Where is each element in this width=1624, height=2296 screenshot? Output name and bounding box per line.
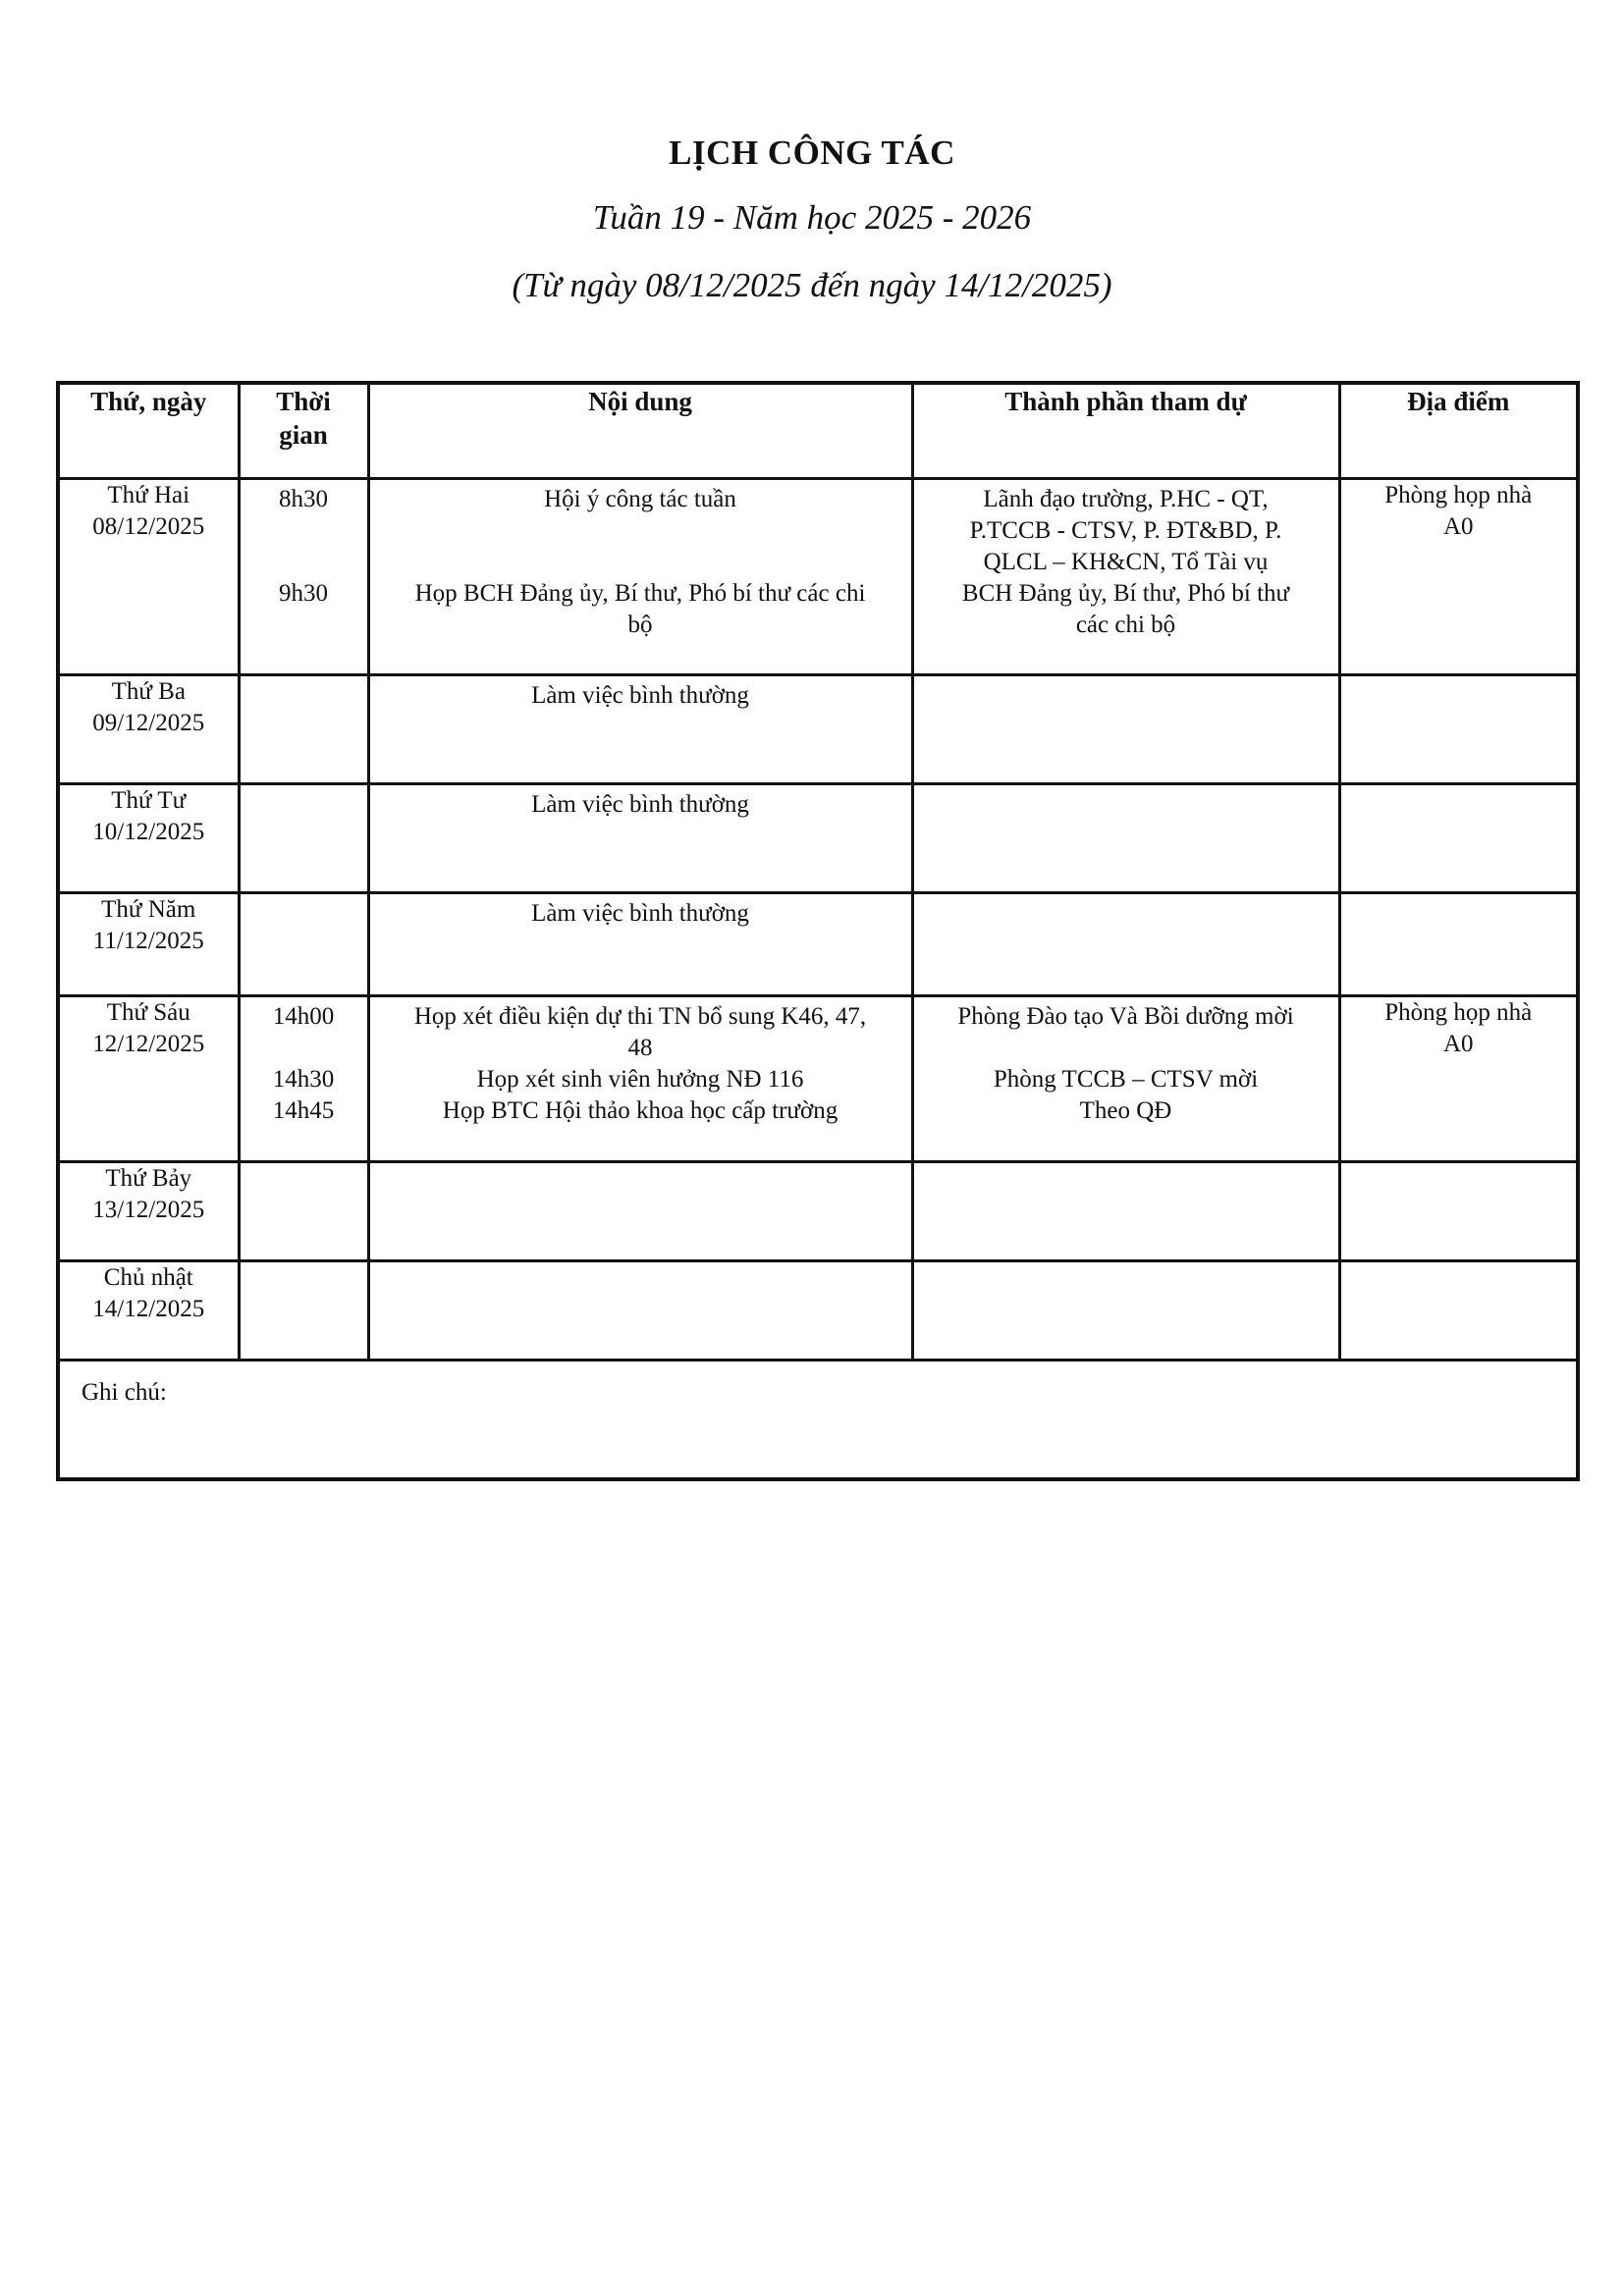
content-cell <box>368 1162 912 1261</box>
note-row <box>58 1361 1578 1480</box>
date-range: (Từ ngày 08/12/2025 đến ngày 14/12/2025) <box>512 266 1112 304</box>
content-line: Họp BCH Đảng ủy, Bí thư, Phó bí thư các chi <box>414 580 866 607</box>
table-row <box>58 893 1578 996</box>
column-header-time <box>239 383 368 479</box>
table-row <box>58 784 1578 893</box>
time-cell <box>239 1162 368 1261</box>
column-header-participants: Thành phần tham dự <box>912 383 1339 479</box>
content-line: Hội ý công tác tuần <box>544 486 736 512</box>
column-header-time-line-2: gian <box>279 420 328 450</box>
location-line: Phòng họp nhà <box>1384 999 1533 1026</box>
participants-cell <box>912 1261 1339 1361</box>
participants-line: Phòng TCCB – CTSV mời <box>993 1066 1259 1093</box>
location-cell <box>1339 479 1578 675</box>
column-header-time-line-1: Thời <box>276 387 331 416</box>
location-cell <box>1339 1162 1578 1261</box>
location-line: Phòng họp nhà <box>1384 482 1533 508</box>
location-line: A0 <box>1442 1031 1474 1057</box>
content-line: Làm việc bình thường <box>531 900 749 927</box>
participants-cell <box>912 893 1339 996</box>
time-cell <box>239 893 368 996</box>
content-cell <box>368 479 912 675</box>
day-date: 11/12/2025 <box>92 928 204 954</box>
table-row <box>58 479 1578 675</box>
time-cell <box>239 996 368 1162</box>
participants-cell <box>912 1162 1339 1261</box>
participants-cell <box>912 675 1339 784</box>
time-value: 8h30 <box>279 486 328 512</box>
time-cell <box>239 1261 368 1361</box>
time-cell <box>239 784 368 893</box>
column-header-location: Địa điểm <box>1339 383 1578 479</box>
time-value: 14h30 <box>272 1066 335 1093</box>
day-name: Thứ Năm <box>101 896 196 923</box>
day-cell <box>58 479 239 675</box>
column-header-content: Nội dung <box>368 383 912 479</box>
content-cell <box>368 1261 912 1361</box>
location-cell <box>1339 1261 1578 1361</box>
content-line: Họp BTC Hội thảo khoa học cấp trường <box>442 1097 839 1124</box>
column-header-day: Thứ, ngày <box>58 383 239 479</box>
participants-line: Lãnh đạo trường, P.HC - QT, <box>983 486 1269 512</box>
day-name: Thứ Bảy <box>105 1165 192 1192</box>
participants-line: Theo QĐ <box>1079 1097 1172 1124</box>
day-date: 12/12/2025 <box>92 1031 205 1057</box>
day-cell <box>58 893 239 996</box>
day-name: Thứ Sáu <box>106 999 190 1026</box>
day-name: Thứ Ba <box>111 678 186 705</box>
content-line: Làm việc bình thường <box>531 791 749 818</box>
location-cell <box>1339 893 1578 996</box>
time-cell <box>239 675 368 784</box>
table-row <box>58 996 1578 1162</box>
participants-line: BCH Đảng ủy, Bí thư, Phó bí thư <box>961 580 1290 607</box>
time-value: 14h00 <box>272 1003 335 1030</box>
content-cell <box>368 996 912 1162</box>
day-date: 10/12/2025 <box>92 819 205 845</box>
location-line: A0 <box>1442 513 1474 540</box>
day-date: 14/12/2025 <box>92 1296 205 1322</box>
schedule-table <box>56 381 1580 1481</box>
participants-line: P.TCCB - CTSV, P. ĐT&BD, P. <box>969 517 1282 544</box>
table-row <box>58 1162 1578 1261</box>
day-name: Thứ Tư <box>111 787 187 814</box>
content-line: bộ <box>627 612 653 638</box>
location-cell <box>1339 784 1578 893</box>
day-cell <box>58 996 239 1162</box>
content-cell <box>368 675 912 784</box>
day-cell <box>58 1261 239 1361</box>
time-value: 9h30 <box>279 580 328 607</box>
content-line: Làm việc bình thường <box>531 682 749 709</box>
day-name: Thứ Hai <box>107 482 190 508</box>
participants-line: QLCL – KH&CN, Tổ Tài vụ <box>983 549 1269 575</box>
participants-cell <box>912 479 1339 675</box>
day-cell <box>58 784 239 893</box>
day-date: 08/12/2025 <box>92 513 205 540</box>
location-cell <box>1339 675 1578 784</box>
day-name: Chủ nhật <box>103 1264 193 1291</box>
participants-line: các chi bộ <box>1075 612 1176 638</box>
day-date: 13/12/2025 <box>92 1197 205 1223</box>
content-line: Họp xét sinh viên hưởng NĐ 116 <box>476 1066 804 1093</box>
table-header-row <box>58 383 1578 479</box>
day-cell <box>58 1162 239 1261</box>
week-subtitle: Tuần 19 - Năm học 2025 - 2026 <box>592 198 1032 237</box>
content-line: Họp xét điều kiện dự thi TN bổ sung K46, 47, <box>413 1003 867 1030</box>
participants-cell <box>912 996 1339 1162</box>
note-label: Ghi chú: <box>81 1379 167 1406</box>
participants-cell <box>912 784 1339 893</box>
document-title: LỊCH CÔNG TÁC <box>669 133 955 172</box>
time-cell <box>239 479 368 675</box>
day-cell <box>58 675 239 784</box>
time-value: 14h45 <box>272 1097 335 1124</box>
table-row <box>58 1261 1578 1361</box>
day-date: 09/12/2025 <box>92 710 205 736</box>
note-cell <box>58 1361 1578 1480</box>
location-cell <box>1339 996 1578 1162</box>
participants-line: Phòng Đào tạo Và Bồi dưỡng mời <box>957 1003 1294 1030</box>
content-cell <box>368 893 912 996</box>
table-row <box>58 675 1578 784</box>
content-line: 48 <box>627 1035 653 1061</box>
content-cell <box>368 784 912 893</box>
